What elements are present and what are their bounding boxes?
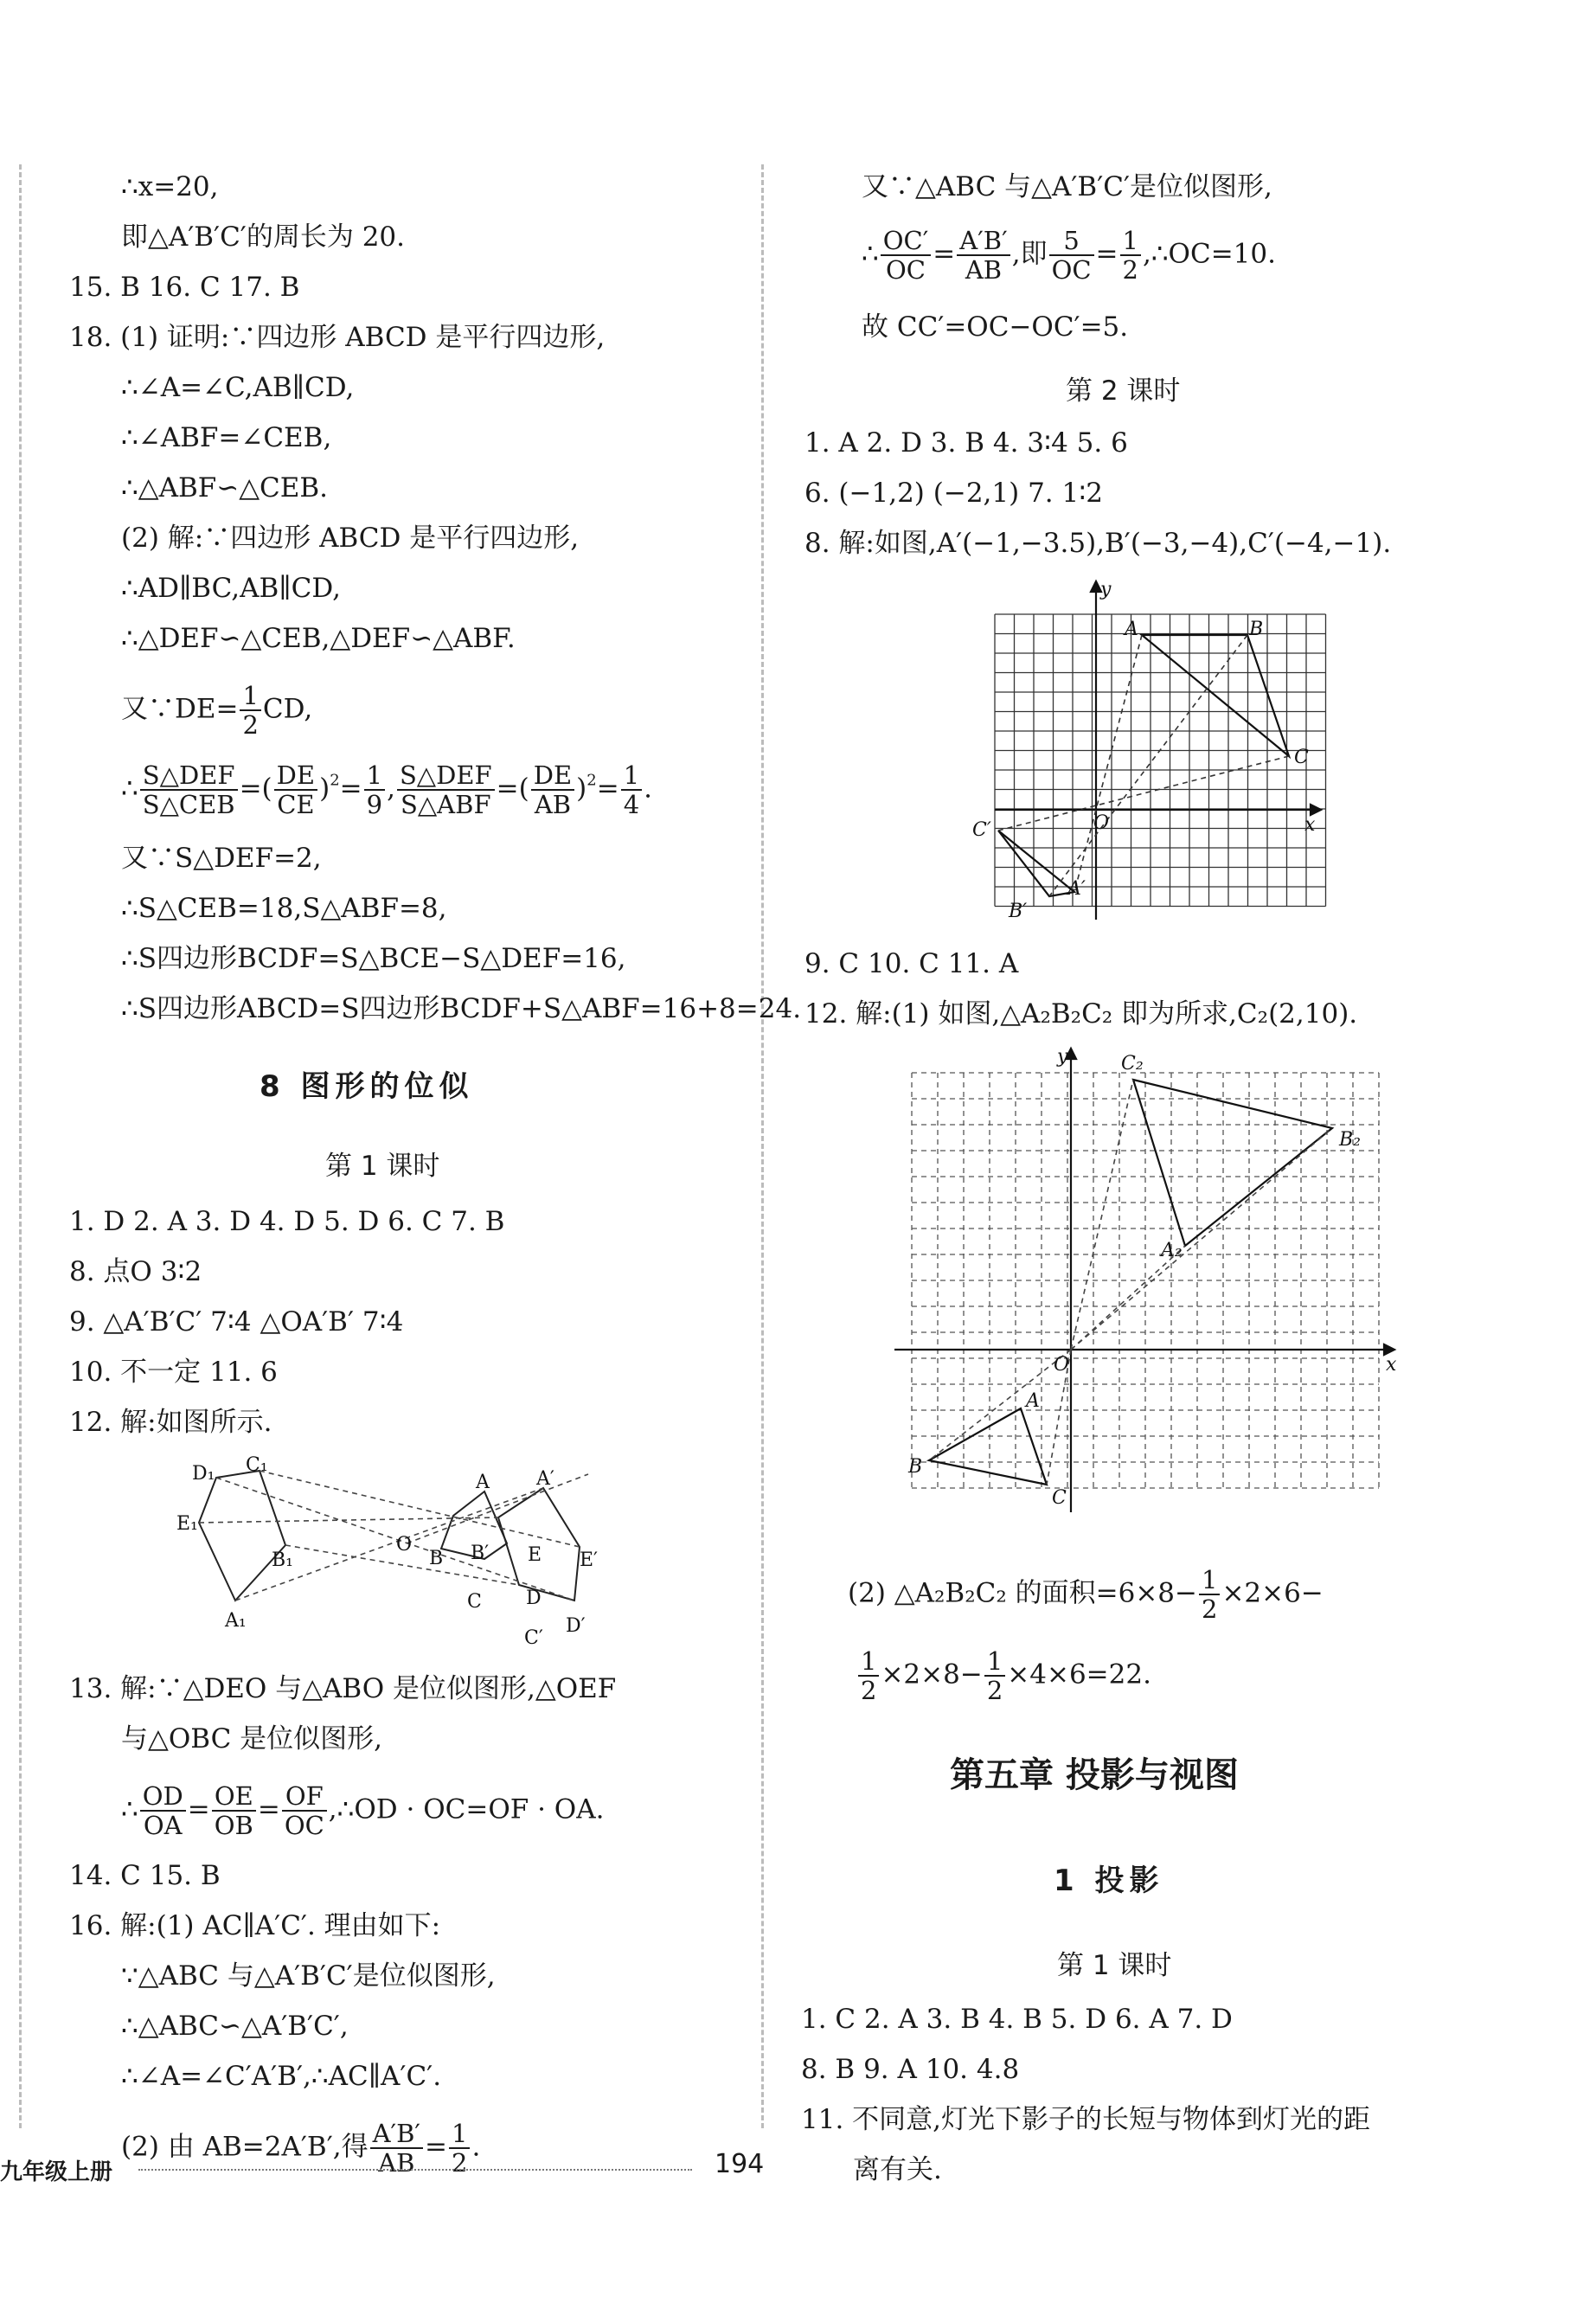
numerator: A′B′ — [957, 227, 1010, 256]
fraction — [364, 761, 385, 818]
text-line: 即△A′B′C′的周长为 20. — [121, 221, 405, 253]
page-number: 194 — [715, 2149, 765, 2179]
footer-divider — [138, 2169, 692, 2171]
fraction — [1199, 1566, 1220, 1623]
label-b-prime: B′ — [471, 1543, 490, 1564]
label-d: D — [526, 1588, 542, 1609]
denominator: 2 — [1122, 255, 1138, 285]
math-line: ∴ $\frac{OC'}{OC}$ = $\frac{A'B'}{AB}$ ,即 $\frac{5}{OC}$ = $\frac{1}{2}$ ,∴OC=10. — [862, 226, 1276, 285]
label-o: O — [1054, 1354, 1070, 1376]
therefore-symbol: ∴ — [121, 1793, 138, 1825]
answer-line: 离有关. — [853, 2154, 942, 2185]
numerator: OD — [140, 1782, 186, 1812]
fraction — [881, 227, 932, 284]
triangle-a2b2c2 — [1133, 1080, 1332, 1246]
answer-line: 1. A 2. D 3. B 4. 3∶4 5. 6 — [804, 427, 1128, 459]
answer-line: 6. (−1,2) (−2,1) 7. 1∶2 — [804, 478, 1104, 509]
fraction — [212, 1782, 256, 1839]
answer-line: ∴△ABC∽△A′B′C′, — [121, 2011, 349, 2042]
label-c: C — [1052, 1487, 1067, 1509]
numerator: DE — [531, 761, 574, 791]
denominator: 2 — [986, 1676, 1003, 1705]
text-line: ∴x=20, — [121, 171, 219, 202]
answer-line: 8. 解:如图,A′(−1,−3.5),B′(−3,−4),C′(−4,−1). — [804, 528, 1392, 559]
label-b1: B₁ — [272, 1549, 293, 1571]
fraction — [621, 761, 642, 818]
triangle-abc — [929, 1408, 1047, 1485]
text-line: 又∵S△DEF=2, — [121, 843, 322, 874]
numerator: OC′ — [881, 227, 932, 256]
answer-line: 8. B 9. A 10. 4.8 — [801, 2054, 1020, 2085]
fraction — [1120, 227, 1141, 284]
label-d-prime: D′ — [566, 1615, 586, 1637]
label-x: x — [1304, 814, 1316, 836]
answer-line: 12. 解:如图所示. — [69, 1407, 272, 1438]
lesson-heading: 第 1 课时 — [1057, 1950, 1172, 1981]
fraction — [957, 227, 1010, 284]
denominator: S△CEB — [142, 790, 235, 819]
denominator: 4 — [623, 790, 640, 819]
denominator: 2 — [452, 2148, 468, 2178]
coordinate-figure-1 — [960, 578, 1332, 933]
answer-line: 8. 点O 3∶2 — [69, 1256, 202, 1287]
denominator: AB — [378, 2148, 415, 2178]
fraction — [140, 1782, 186, 1839]
label-c1: C₁ — [246, 1454, 268, 1476]
text-line: ∴S△CEB=18,S△ABF=8, — [121, 893, 447, 924]
numerator: 1 — [449, 2120, 470, 2149]
numerator: DE — [274, 761, 317, 791]
numerator: OE — [212, 1782, 256, 1812]
math-line — [856, 1647, 1151, 1704]
label-c2: C₂ — [1121, 1053, 1144, 1075]
therefore-symbol: ∴ — [862, 238, 879, 270]
lesson-heading: 第 1 课时 — [325, 1151, 440, 1182]
text-segment: (2) 由 AB=2A′B′,得 — [121, 2131, 369, 2163]
text-line: 故 CC′=OC−OC′=5. — [862, 311, 1129, 343]
text-segment: 又∵DE= — [121, 693, 239, 725]
denominator: OB — [214, 1811, 253, 1840]
answer-line: 16. 解:(1) AC∥A′C′. 理由如下: — [69, 1910, 441, 1941]
text-line: ∴∠ABF=∠CEB, — [121, 422, 332, 453]
fraction — [282, 1782, 327, 1839]
denominator: 2 — [861, 1676, 877, 1705]
numerator: S△DEF — [397, 761, 495, 791]
label-a1: A₁ — [225, 1610, 247, 1632]
numerator: 1 — [858, 1647, 879, 1677]
label-a-prime: A′ — [536, 1468, 554, 1490]
binding-line-left — [19, 164, 22, 2128]
denominator: OC — [284, 1811, 324, 1840]
answer-line: ∴∠A=∠C′A′B′,∴AC∥A′C′. — [121, 2061, 442, 2092]
label-a-prime: A′ — [1067, 878, 1086, 900]
label-b: B — [1249, 619, 1264, 640]
answer-line: 9. △A′B′C′ 7∶4 △OA′B′ 7∶4 — [69, 1306, 404, 1338]
fraction — [984, 1647, 1005, 1704]
label-a: A — [1125, 619, 1138, 640]
text-segment: ×4×6=22. — [1007, 1658, 1151, 1690]
answer-line: 12. 解:(1) 如图,△A₂B₂C₂ 即为所求,C₂(2,10). — [804, 998, 1358, 1030]
fraction — [240, 682, 260, 739]
label-a: A — [1026, 1390, 1040, 1412]
answer-line: 9. C 10. C 11. A — [804, 948, 1019, 979]
numerator: 1 — [984, 1647, 1005, 1677]
label-y: y — [1057, 1046, 1068, 1068]
text-segment: ,即 — [1011, 238, 1048, 270]
numerator: 5 — [1049, 227, 1094, 256]
label-a: A — [476, 1472, 490, 1493]
text-line: ∴S四边形BCDF=S△BCE−S△DEF=16, — [121, 943, 626, 974]
numerator: 1 — [1120, 227, 1141, 256]
binding-line-middle — [761, 164, 764, 2128]
label-e1: E₁ — [176, 1513, 198, 1535]
text-segment: ×2×6− — [1221, 1577, 1324, 1609]
text-line: (2) 解:∵四边形 ABCD 是平行四边形, — [121, 523, 580, 554]
math-line — [848, 1566, 1324, 1623]
answer-line: 1. C 2. A 3. B 4. B 5. D 6. A 7. D — [801, 2004, 1233, 2035]
math-line — [121, 682, 312, 739]
text-segment: ×2×8− — [881, 1658, 983, 1690]
numerator: 1 — [364, 761, 385, 791]
text-segment: (2) △A₂B₂C₂ 的面积=6×8− — [848, 1577, 1197, 1609]
therefore-symbol: ∴ — [121, 773, 138, 805]
text-line: ∴AD∥BC,AB∥CD, — [121, 573, 341, 604]
text-line: ∴△DEF∽△CEB,△DEF∽△ABF. — [121, 623, 516, 654]
fraction — [531, 761, 574, 818]
denominator: 2 — [242, 710, 259, 740]
denominator: CE — [277, 790, 315, 819]
numerator: OF — [282, 1782, 327, 1812]
label-x: x — [1386, 1354, 1397, 1376]
denominator: 2 — [1202, 1594, 1218, 1624]
label-y: y — [1100, 579, 1112, 600]
answer-line: 1. D 2. A 3. D 4. D 5. D 6. C 7. B — [69, 1206, 505, 1237]
answer-line: 13. 解:∵△DEO 与△ABO 是位似图形,△OEF — [69, 1673, 617, 1704]
text-line: ∴S四边形ABCD=S四边形BCDF+S△ABF=16+8=24. — [121, 993, 802, 1024]
exponent: 2 — [330, 771, 340, 790]
text-segment: ,∴OC=10. — [1142, 238, 1276, 270]
denominator: AB — [965, 255, 1003, 285]
label-d1: D₁ — [192, 1463, 215, 1485]
denominator: OC — [1051, 255, 1092, 285]
label-o: O — [1093, 812, 1110, 834]
denominator: OA — [143, 1811, 183, 1840]
answer-line: 14. C 15. B — [69, 1860, 221, 1891]
label-b: B — [429, 1548, 444, 1569]
label-b-prime: B′ — [1009, 901, 1028, 922]
chapter-heading: 第五章 投影与视图 — [950, 1755, 1239, 1795]
answer-line: 10. 不一定 11. 6 — [69, 1357, 278, 1388]
numerator: 1 — [240, 682, 260, 711]
answer-line: 11. 不同意,灯光下影子的长短与物体到灯光的距 — [801, 2104, 1371, 2135]
section-heading: 8 图形的位似 — [260, 1069, 474, 1104]
math-line: (2) 由 AB=2A′B′,得 $\frac{A'B'}{AB}$ = $\frac{1}{2}$ . — [121, 2119, 481, 2178]
denominator: 9 — [366, 790, 383, 819]
section-heading: 1 投影 — [1054, 1864, 1164, 1898]
text-line: 15. B 16. C 17. B — [69, 272, 300, 303]
label-c: C — [467, 1591, 482, 1613]
text-line: 又∵△ABC 与△A′B′C′是位似图形, — [862, 171, 1272, 202]
label-o: O — [396, 1534, 413, 1556]
text-segment: CD, — [262, 693, 313, 725]
label-e: E — [528, 1544, 542, 1566]
label-e-prime: E′ — [580, 1549, 599, 1571]
label-c-prime: C′ — [524, 1627, 543, 1649]
numerator: A′B′ — [370, 2120, 423, 2149]
numerator: 1 — [621, 761, 642, 791]
text-segment: ,∴OD · OC=OF · OA. — [328, 1793, 605, 1825]
answer-line: 与△OBC 是位似图形, — [121, 1723, 383, 1755]
label-a2: A₂ — [1161, 1240, 1183, 1261]
fraction — [274, 761, 317, 818]
exponent: 2 — [586, 771, 597, 790]
label-c: C — [1294, 747, 1309, 768]
numerator: 1 — [1199, 1566, 1220, 1595]
math-line: ∴ $\frac{\text{S△DEF}}{\text{S△CEB}}$ =( $\frac{DE}{CE}$ )$^2$= $\frac{1}{9}$ , $\frac{\text{S△DEF}}{\text{S△ABF}}$ =( $\frac{DE}{AB}$ )$^2$= $\frac{1}{4}$ . — [121, 760, 653, 819]
label-b2: B₂ — [1339, 1129, 1361, 1151]
text-line: ∴∠A=∠C,AB∥CD, — [121, 372, 355, 403]
book-title: 九年级上册 — [0, 2159, 113, 2185]
lesson-heading: 第 2 课时 — [1066, 375, 1181, 407]
answer-line: ∵△ABC 与△A′B′C′是位似图形, — [121, 1960, 496, 1992]
numerator: S△DEF — [140, 761, 238, 791]
fraction — [140, 761, 238, 818]
fraction — [1049, 227, 1094, 284]
text-line: 18. (1) 证明:∵四边形 ABCD 是平行四边形, — [69, 322, 606, 353]
math-line: ∴ $\frac{OD}{OA}$ = $\frac{OE}{OB}$ = $\frac{OF}{OC}$ ,∴OD · OC=OF · OA. — [121, 1781, 605, 1840]
homothety-figure — [156, 1453, 614, 1661]
fraction — [397, 761, 495, 818]
denominator: AB — [534, 790, 572, 819]
label-b: B — [908, 1456, 923, 1478]
coordinate-figure-2 — [891, 1045, 1410, 1530]
denominator: S△ABF — [401, 790, 491, 819]
pentagon-a1 — [199, 1471, 285, 1601]
text-line: ∴△ABF∽△CEB. — [121, 472, 329, 504]
denominator: OC — [886, 255, 926, 285]
label-c-prime: C′ — [972, 819, 991, 841]
fraction — [858, 1647, 879, 1704]
